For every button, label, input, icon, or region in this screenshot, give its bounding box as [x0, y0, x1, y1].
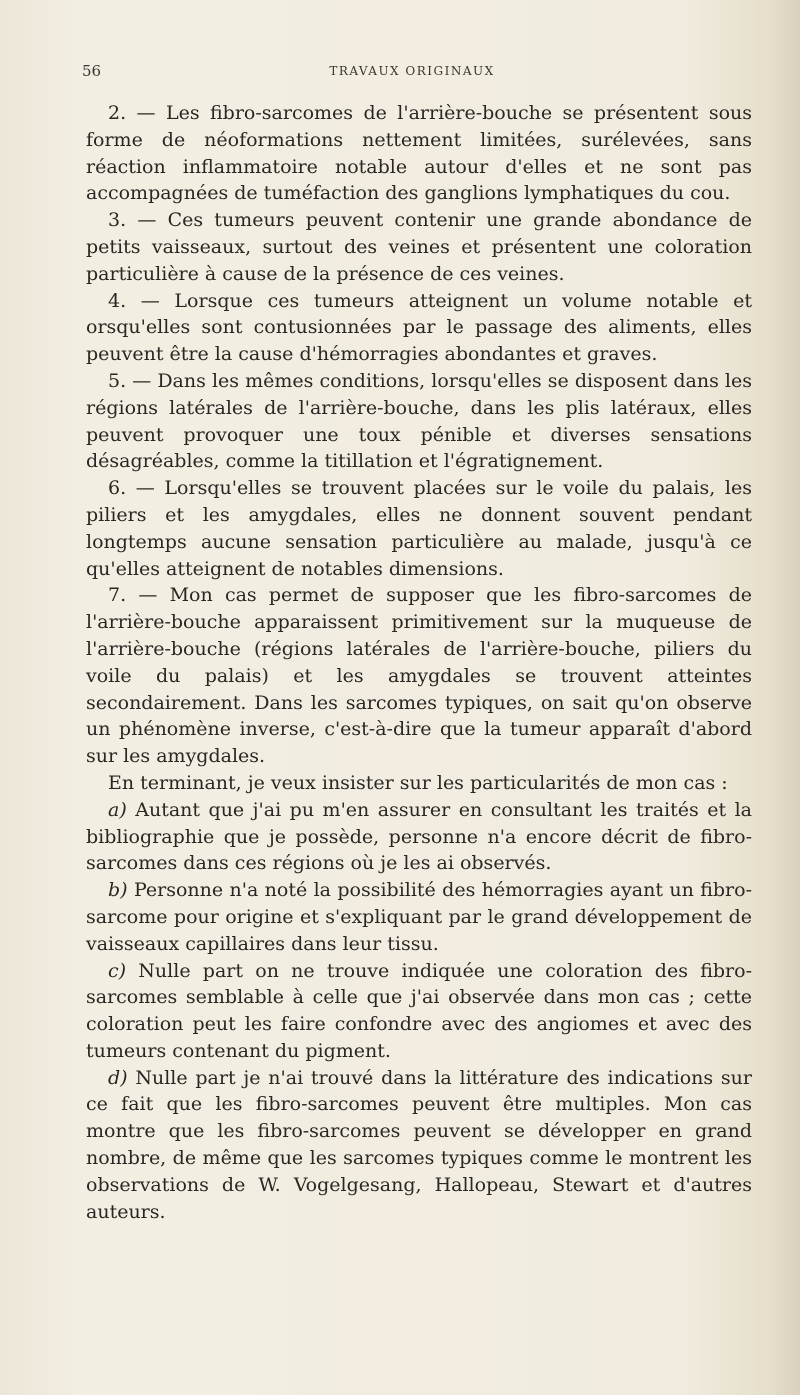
paragraph-text: — Ces tumeurs peuvent contenir une grande abondance de petits vaisseaux, surtout des veines et présentent une coloration particulière à cause de la présence de ces veines.	[86, 209, 752, 285]
paragraph-text: Personne n'a noté la possibilité des hémorragies ayant un fibro-sarcome pour origine et s'expliquant par le grand développement de vaisseaux capillaires dans leur tissu.	[86, 879, 752, 955]
paragraph-text: — Dans les mêmes conditions, lorsqu'elles se disposent dans les régions latérales de l'arrière-bouche, dans les plis latéraux, elles peuvent provoquer une toux pénible et diverses sensations désagréables, comme la titillation et l'égratignement.	[86, 369, 752, 473]
paragraph-text: — Lorsque ces tumeurs atteignent un volume notable et orsqu'elles sont contusionnées par le passage des aliments, elles peuvent être la cause d'hémorragies abondantes et graves.	[86, 289, 752, 366]
paragraph-text: Autant que j'ai pu m'en assurer en consultant les traités et la bibliographie que je possède, personne n'a encore décrit de fibro-sarcomes dans ces régions où je les ai observés.	[86, 798, 752, 875]
body-text	[86, 100, 752, 1225]
paragraph-label: 2.	[108, 102, 127, 124]
running-head: TRAVAUX ORIGINAUX	[329, 64, 495, 78]
paragraph-5	[86, 368, 752, 475]
paragraph-text: — Lorsqu'elles se trouvent placées sur le voile du palais, les piliers et les amygdales, elles ne donnent souvent pendant longtemps aucune sensation particulière au malade, jusqu'à ce qu'elles atteignent de notables dimensions.	[86, 477, 752, 580]
paragraph-label: 7.	[108, 584, 127, 607]
paragraph-a	[86, 797, 752, 877]
paragraph-4	[86, 288, 752, 368]
paragraph-3	[86, 207, 752, 287]
paragraph-2	[86, 100, 752, 207]
paragraph-text: Nulle part on ne trouve indiquée une coloration des fibro-sarcomes semblable à celle que j'ai observée dans mon cas ; cette coloration peut les faire confondre avec des angiomes et avec des tumeurs contenant du pigment.	[86, 959, 752, 1062]
paragraph-text: Nulle part je n'ai trouvé dans la littérature des indications sur ce fait que les fibro-sarcomes peuvent être multiples. Mon cas montre que les fibro-sarcomes peuvent se développer en grand nombre, de même que les sarcomes typiques comme le montrent les observations de W. Vogelgesang, Hallopeau, Stewart et d'autres auteurs.	[86, 1066, 752, 1223]
paragraph-label: 4.	[108, 289, 127, 312]
paragraph-text: — Mon cas permet de supposer que les fibro-sarcomes de l'arrière-bouche apparaissent primitivement sur la muqueuse de l'arrière-bouche (régions latérales de l'arrière-bouche, piliers du voile du palais) et les amygdales se trouvent atteintes secondairement. Dans les sarcomes typiques, on sait qu'on observe un phénomène inverse, c'est-à-dire que la tumeur apparaît d'abord sur les amygdales.	[86, 584, 752, 768]
page-header	[82, 62, 742, 84]
paragraph-c	[86, 958, 752, 1065]
paragraph-d	[86, 1065, 752, 1226]
paragraph-7	[86, 582, 752, 770]
paragraph-text: En terminant, je veux insister sur les particularités de mon cas :	[108, 771, 728, 794]
paragraph-label: d)	[108, 1066, 128, 1089]
page-number: 56	[82, 62, 102, 80]
paragraph-label: c)	[108, 959, 127, 982]
paragraph-label: b)	[108, 879, 128, 902]
paragraph-text: — Les fibro-sarcomes de l'arrière-bouche se présentent sous forme de néoformations nettement limitées, surélevées, sans réaction inflammatoire notable autour d'elles et ne sont pas accompagnées de tuméfaction des ganglions lymphatiques du cou.	[86, 102, 752, 205]
paragraph-label: 5.	[108, 369, 127, 392]
paragraph-conclusion	[86, 770, 752, 797]
paragraph-6	[86, 475, 752, 582]
paragraph-label: 3.	[108, 209, 127, 232]
paragraph-b	[86, 877, 752, 957]
paragraph-label: 6.	[108, 477, 127, 500]
paragraph-label: a)	[108, 798, 127, 821]
